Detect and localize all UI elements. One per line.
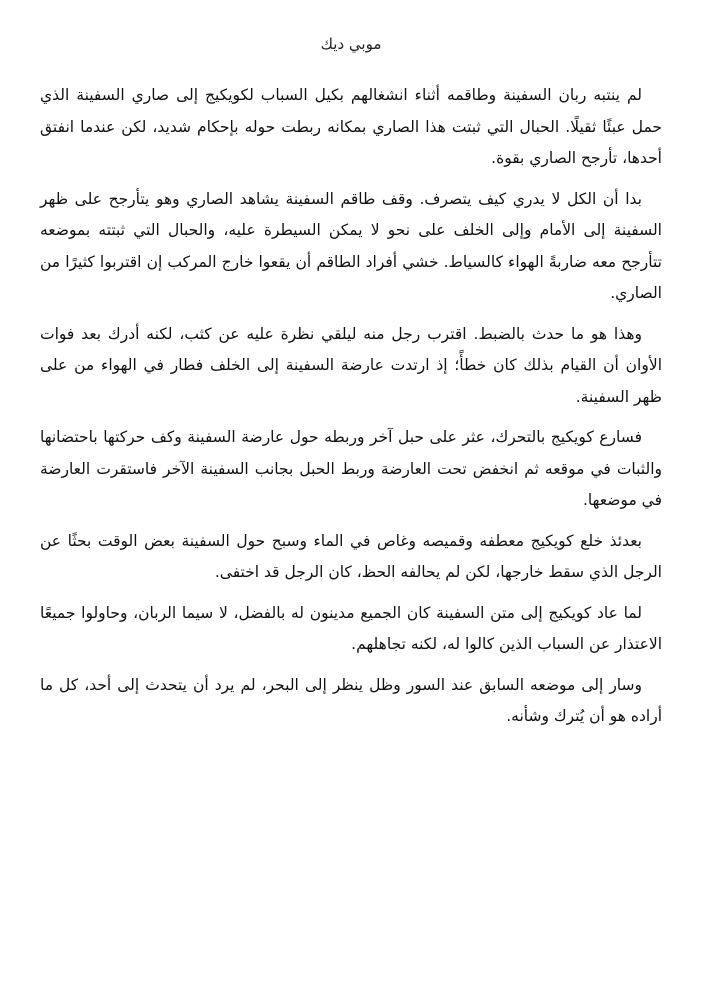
page-header-title: موبي ديك bbox=[320, 35, 382, 53]
document-body bbox=[40, 80, 662, 733]
paragraph: فسارع كويكيج بالتحرك، عثر على حبل آخر وربطه حول عارضة السفينة وكف حركتها باحتضانها والثبات في موقعه ثم انخفض تحت العارضة وربط الحبل بجانب السفينة الآخر فاستقرت العارضة في موضعها. bbox=[40, 428, 662, 509]
paragraph: وسار إلى موضعه السابق عند السور وظل ينظر إلى البحر، لم يرد أن يتحدث إلى أحد، كل ما أراده هو أن يُترك وشأنه. bbox=[40, 675, 662, 725]
paragraph: وهذا هو ما حدث بالضبط. اقترب رجل منه ليلقي نظرة عليه عن كثب، لكنه أدرك بعد فوات الأوان أن القيام بذلك كان خطأً؛ إذ ارتدت عارضة السفينة إلى الخلف فطار في الهواء من على ظهر السفينة. bbox=[40, 324, 662, 406]
paragraph: لم ينتبه ربان السفينة وطاقمه أثناء انشغالهم بكيل السباب لكويكيج إلى صاري السفينة الذي حمل عبئًا ثقيلًا. الحبال التي ثبتت هذا الصاري بمكانه ربطت حوله بإحكام شديد، لكن عندما انفتق أحدها، تأرجح الصاري بقوة. bbox=[40, 86, 662, 167]
paragraph: لما عاد كويكيج إلى متن السفينة كان الجميع مدينون له بالفضل، لا سيما الربان، وحاولوا جميعًا الاعتذار عن السباب الذين كالوا له، لكنه تجاهلهم. bbox=[40, 603, 662, 653]
paragraph: بعدئذ خلع كويكيج معطفه وقميصه وغاص في الماء وسبح حول السفينة بعض الوقت بحثًا عن الرجل الذي سقط خارجها، لكن لم يحالفه الحظ، كان الرجل قد اختفى. bbox=[40, 531, 662, 581]
paragraph: بدا أن الكل لا يدري كيف يتصرف. وقف طاقم السفينة يشاهد الصاري وهو يتأرجح على ظهر السفينة إلى الأمام وإلى الخلف على نحو لا يمكن السيطرة عليه، والحبال التي ثبتته بموضعه تتأرجح معه ضاربةً الهواء كالسياط. خشي أفراد الطاقم أن يقعوا خارج المركب إن اقتربوا كثيرًا من الصاري. bbox=[40, 189, 662, 302]
